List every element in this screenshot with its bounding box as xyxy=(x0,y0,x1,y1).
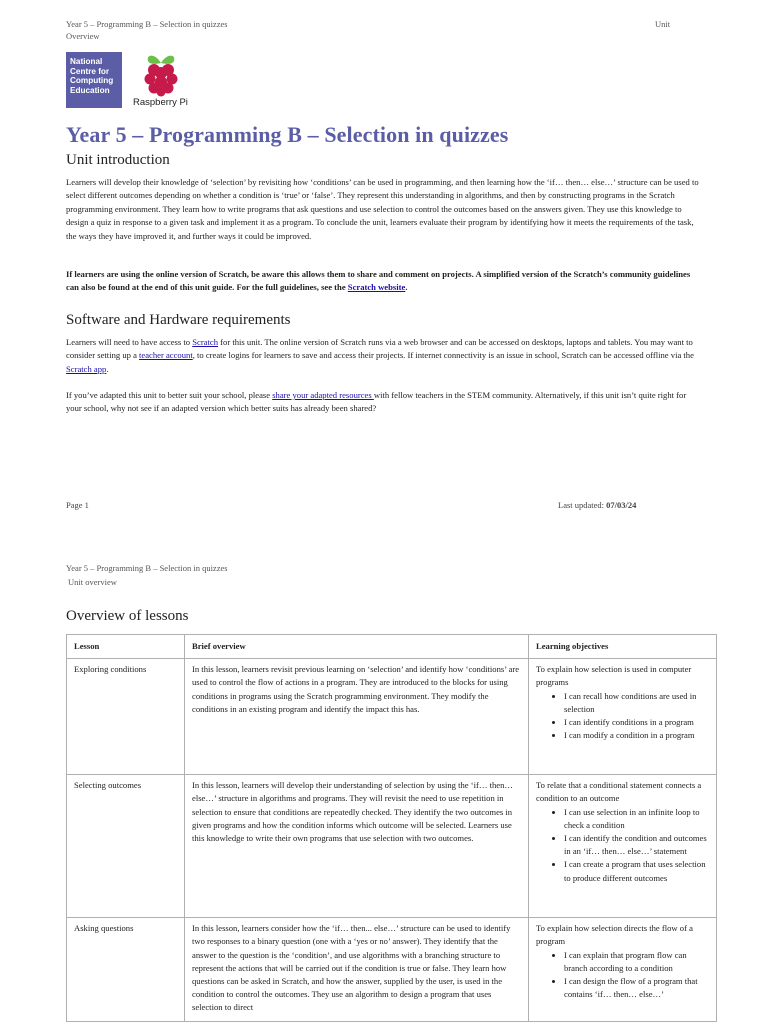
table-row xyxy=(67,918,717,1021)
lesson-overview: In this lesson, learners revisit previous learning on ‘selection’ and identify how ‘conditions’ are used to control the flow of actions in a program. They are introduced to the blocks for using conditions in programs using the Scratch programming environment. They modify the conditions in an existing program and identify the impact this has. xyxy=(185,659,529,775)
column-header-overview: Brief overview xyxy=(185,635,529,659)
lesson-name: Asking questions xyxy=(67,918,185,1021)
warning-text: If learners are using the online version of Scratch, be aware this allows them to share and comment on projects. A simplified version of the Scratch’s community guidelines can also be found at the end of this unit guide. For the full guidelines, see the xyxy=(66,269,691,293)
objective-statement: To explain how selection is used in computer programs xyxy=(536,664,692,688)
ncce-logo-line: National xyxy=(70,57,103,66)
adapted-text-b: with fellow teachers in the STEM community. Alternatively, if this unit isn’t quite right for your school, why not see if an adapted version which better suits has already been shared? xyxy=(66,390,687,414)
overview-of-lessons-heading: Overview of lessons xyxy=(66,608,189,624)
ncce-logo-line: Centre for xyxy=(70,66,110,76)
running-header-title-2: Year 5 – Programming B – Selection in quizzes xyxy=(66,563,228,573)
ncce-logo xyxy=(66,52,122,108)
objective-item: • I can identify conditions in a program xyxy=(564,716,709,729)
lesson-objectives xyxy=(529,775,717,918)
unit-introduction-paragraph: Learners will develop their knowledge of ‘selection’ by revisiting how ‘conditions’ can be used in programming, and then learning how the ‘if… then… else…’ structure can be used to select different outcomes depending on whether a condition is ‘true’ or ‘false’. They represent this understanding in algorithms, and then by constructing programs in the Scratch programming environment. They learn how to write programs that ask questions and use selection to control the outcomes based on the answers given. They use this knowledge to design a quiz in response to a given task and implement it as a program. To conclude the unit, learners evaluate their program by identifying how it meets the requirements of the task, the ways they have improved it, and further ways it could be improved. xyxy=(66,177,699,241)
unit-introduction-heading: Unit introduction xyxy=(66,152,170,168)
teacher-account-link[interactable]: teacher account xyxy=(139,350,193,361)
running-header-title: Year 5 – Programming B – Selection in quizzes xyxy=(66,19,228,29)
lesson-name: Exploring conditions xyxy=(67,659,185,775)
objective-item: • I can design the flow of a program that contains ‘if… then… else…’ xyxy=(564,975,709,1001)
objective-statement: To explain how selection directs the flow of a program xyxy=(536,923,693,947)
objective-list xyxy=(536,949,709,1002)
table-row xyxy=(67,659,717,775)
adapted-text-a: If you’ve adapted this unit to better suit your school, please xyxy=(66,390,273,400)
scratch-app-link[interactable]: Scratch app xyxy=(66,363,107,374)
ncce-logo-line: Computing xyxy=(70,76,114,86)
running-header-section-2: Unit overview xyxy=(68,577,117,587)
adapted-resources-paragraph xyxy=(66,389,702,416)
ncce-logo-line: Education xyxy=(70,85,110,95)
table-header-row xyxy=(67,635,717,659)
column-header-objectives: Learning objectives xyxy=(529,635,717,659)
raspberry-pi-label: Raspberry Pi xyxy=(133,97,188,108)
lesson-name: Selecting outcomes xyxy=(67,775,185,918)
objective-statement: To relate that a conditional statement connects a condition to an outcome xyxy=(536,780,702,804)
lesson-overview: In this lesson, learners consider how the ‘if… then... else…’ structure can be used to identify two responses to a binary question (one with a ‘yes or no’ answer). They identify that the answer to the question is the ‘condition’, and use algorithms with a branching structure to represent the actions that will be carried out if the condition is true or false. They learn how questions can be asked in Scratch, and how the answer, supplied by the user, is used in the condition to control the outcomes. They use an algorithm to design a program that uses selection to direct xyxy=(185,918,529,1021)
objective-item: • I can identify the condition and outcomes in an ‘if… then… else…’ statement xyxy=(564,832,709,858)
page-title: Year 5 – Programming B – Selection in quizzes xyxy=(66,122,509,147)
software-hardware-heading: Software and Hardware requirements xyxy=(66,312,291,328)
warning-end: . xyxy=(405,282,408,293)
running-header-section-cont: Overview xyxy=(66,31,100,41)
lesson-objectives xyxy=(529,659,717,775)
lessons-table xyxy=(66,634,717,1022)
scratch-online-warning xyxy=(66,268,702,295)
column-header-lesson: Lesson xyxy=(67,635,185,659)
share-adapted-resources-link[interactable]: share your adapted resources xyxy=(272,390,374,400)
software-text-c: , to create logins for learners to save and access their projects. If internet connectivity is an issue in school, Scratch can be accessed offline via the xyxy=(192,350,694,361)
objective-item: • I can modify a condition in a program xyxy=(564,729,709,742)
software-text-a: Learners will need to have access to xyxy=(66,337,193,347)
running-header-section: Unit xyxy=(655,19,671,29)
page-number: Page 1 xyxy=(66,500,89,510)
last-updated-date: 07/03/24 xyxy=(606,500,637,510)
lesson-overview: In this lesson, learners will develop their understanding of selection by using the ‘if… then… else…’ structure in algorithms and programs. They will revisit the need to use repetition in selection to ensure that conditions are repeatedly checked. They identify the two outcomes in given programs and how the condition informs which outcome will be selected. Learners use this knowledge to write their own programs that use selection with two outcomes. xyxy=(185,775,529,918)
lesson-objectives xyxy=(529,918,717,1021)
software-text-d: . xyxy=(106,363,109,374)
last-updated xyxy=(558,500,636,510)
last-updated-label: Last updated: xyxy=(558,500,607,510)
raspberry-pi-icon xyxy=(141,51,181,97)
objective-item: • I can use selection in an infinite loop to check a condition xyxy=(564,806,709,832)
software-paragraph xyxy=(66,336,702,376)
software-text-b: for this unit. The online version of Scratch runs via a web browser and can be accessed on desktops, laptops and tablets. You may want to consider setting up a xyxy=(66,337,693,361)
objective-item: • I can recall how conditions are used in selection xyxy=(564,690,709,716)
objective-list xyxy=(536,690,709,743)
objective-list xyxy=(536,806,709,885)
objective-item: • I can explain that program flow can branch according to a condition xyxy=(564,949,709,975)
objective-item: • I can create a program that uses selection to produce different outcomes xyxy=(564,858,709,884)
scratch-website-link[interactable]: Scratch website xyxy=(347,282,406,293)
table-row xyxy=(67,775,717,918)
scratch-link[interactable]: Scratch xyxy=(192,337,219,347)
